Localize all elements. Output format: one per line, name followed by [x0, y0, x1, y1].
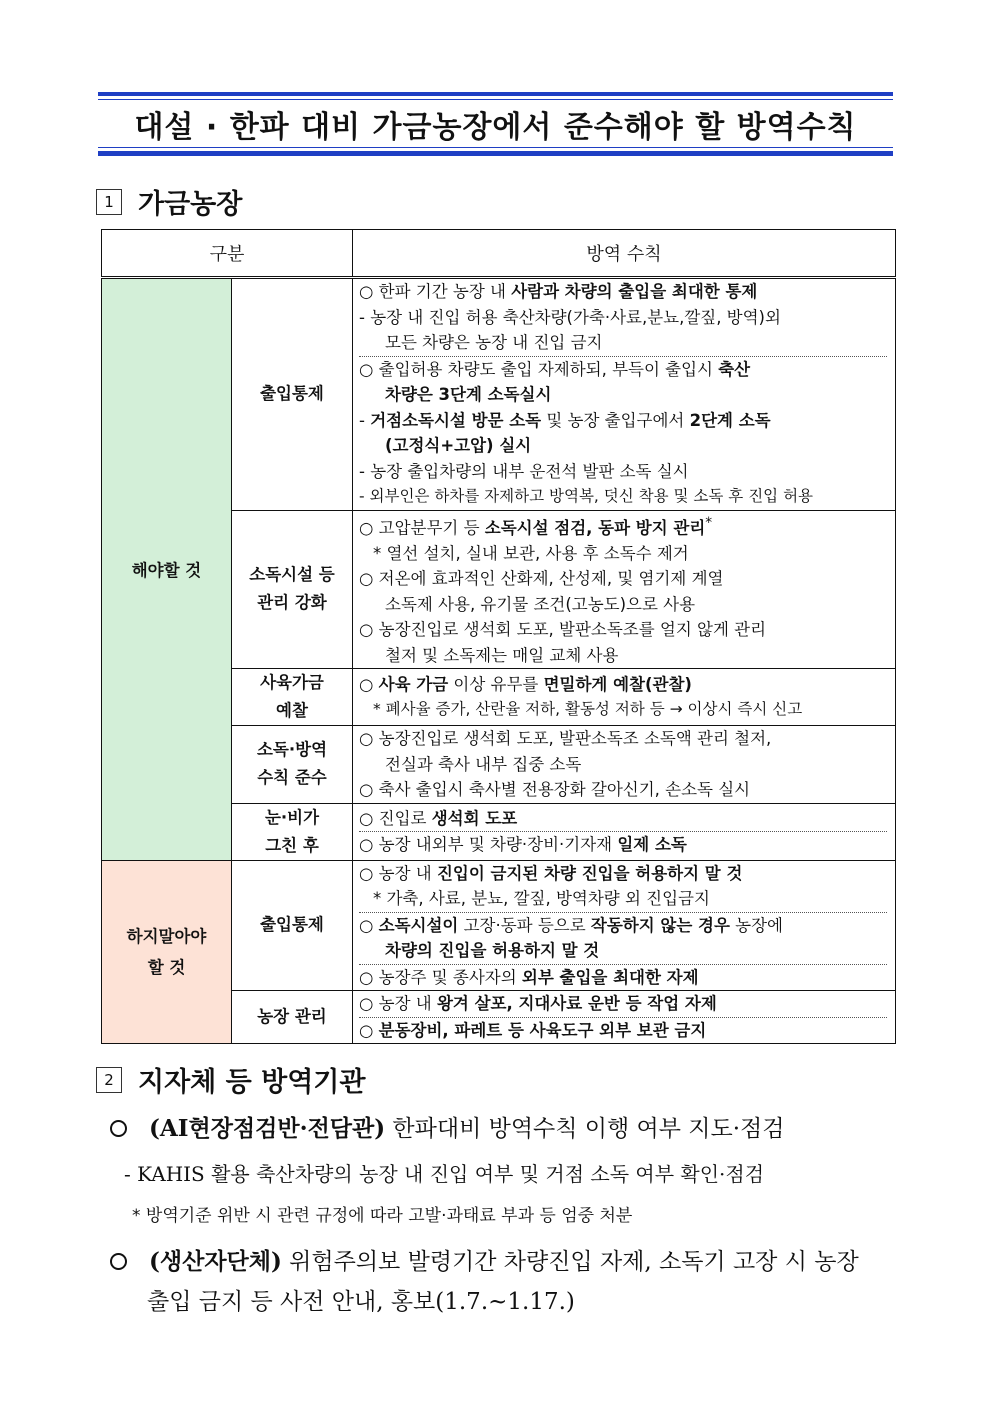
- rule-text-bold: 사람과 차량의 출입을 최대한 통제: [511, 282, 758, 301]
- rule-text: ○ 농장 내: [359, 994, 437, 1014]
- rule-text-bold: 생석회 도포: [431, 808, 518, 828]
- bullet-circle-icon: [110, 1253, 127, 1270]
- rule-text: 고장·동파 등으로: [458, 915, 591, 935]
- rule-text: ○ 농장주 및 종사자의: [359, 967, 522, 987]
- paragraph-ai-inspection: (AI현장점검반·전담관) 한파대비 방역수칙 이행 여부 지도·점검: [110, 1110, 784, 1143]
- rule-text-bold: 소독시설 점검, 동파 방지 관리: [484, 518, 706, 537]
- rule-text: -: [359, 410, 371, 430]
- section-1-number: 1: [96, 189, 122, 215]
- row-rules: [353, 726, 896, 804]
- header-category: 구분: [102, 230, 353, 278]
- rule-text: ○: [359, 674, 379, 694]
- category-do: 해야할 것: [102, 278, 232, 861]
- header-rules: 방역 수칙: [353, 230, 896, 278]
- row-subcategory: 소독시설 등 관리 강화: [232, 510, 353, 669]
- rule-line: - 농장 내 진입 허용 축산차량(가축·사료,분뇨,깔짚, 방역)외: [359, 307, 781, 327]
- rule-text: 및 농장 출입구에서: [541, 410, 690, 430]
- rule-text: ○ 농장 내: [359, 863, 437, 883]
- rule-text-bold: 작동하지 않는 경우: [590, 915, 730, 935]
- section-1-title: 가금농장: [138, 189, 243, 220]
- rule-line: ○ 농장진입로 생석회 도포, 발판소독조 소독액 관리 철저,: [359, 729, 772, 749]
- row-rules: ○ 고압분무기 등 소독시설 점검, 동파 방지 관리* * 열선 설치, 실내 보관, 사용 후 소독수 제거 ○ 저온에 효과적인 산화제, 산성제, 및 염기제 계열 소독제 사용, 유기물 조건(고농도)으로 사용 ○ 농장진입로 생석회 도포, 발판소독조를 얼지 않게 관리 철저 및 소독제는 매일 교체 사용: [353, 510, 896, 669]
- row-subcategory: 출입통제: [232, 860, 353, 991]
- table-row: [102, 278, 896, 511]
- rule-note: * 폐사율 증가, 산란율 저하, 활동성 저하 등 → 이상시 즉시 신고: [373, 700, 803, 719]
- row-rules: [353, 803, 896, 860]
- category-dont: 하지말아야 할 것: [102, 860, 232, 1044]
- rule-text: 이상 유무를: [448, 674, 544, 694]
- rule-line: - 외부인은 하차를 자제하고 방역복, 덧신 착용 및 소독 후 진입 허용: [359, 487, 814, 505]
- rule-text: 농장에: [729, 915, 783, 935]
- section-2-heading: [96, 1060, 365, 1099]
- rule-text-bold: 외부 출입을 최대한 자제: [521, 967, 699, 987]
- row-rules: [353, 669, 896, 726]
- rule-text-bold: 2단계 소독: [689, 410, 771, 430]
- row-rules: [353, 860, 896, 991]
- rule-line: 차량은 3단계 소독실시: [385, 385, 552, 404]
- section-1-heading: [96, 182, 242, 221]
- row-subcategory: 농장 관리: [232, 991, 353, 1044]
- rule-text-bold: 왕겨 살포, 지대사료 운반 등 작업 자제: [436, 994, 717, 1014]
- rule-text: ○ 출입허용 차량도 출입 자제하되, 부득이 출입시: [359, 359, 719, 379]
- table-row: [102, 860, 896, 991]
- rule-line: ○ 저온에 효과적인 산화제, 산성제, 및 염기제 계열: [359, 569, 724, 588]
- rule-note: * 가축, 사료, 분뇨, 깔짚, 방역차량 외 진입금지: [373, 889, 710, 909]
- bullet-circle-icon: [110, 1120, 127, 1137]
- page-title: 대설 · 한파 대비 가금농장에서 준수해야 할 방역수칙: [134, 109, 857, 145]
- rule-text: ○ 고압분무기 등: [359, 518, 485, 537]
- rule-line: (고정식+고압) 실시: [385, 436, 532, 455]
- rule-text-bold: 거점소독시설 방문 소독: [370, 410, 542, 430]
- rule-text: ○: [359, 1020, 379, 1040]
- rules-table: [101, 229, 896, 1044]
- rule-text: ○ 진입로: [359, 808, 432, 828]
- paragraph-kahis: - KAHIS 활용 축산차량의 농장 내 진입 여부 및 거점 소독 여부 확인·점검: [124, 1162, 765, 1186]
- table-header-row: [102, 230, 896, 278]
- row-rules: [353, 278, 896, 511]
- paragraph-producer-group: (생산자단체) 위험주의보 발령기간 차량진입 자제, 소독기 고장 시 농장: [110, 1243, 859, 1276]
- rule-text-bold: 소독시설이: [378, 915, 459, 935]
- rule-text-bold: 면밀하게 예찰(관찰): [543, 674, 692, 694]
- rule-note: * 열선 설치, 실내 보관, 사용 후 소독수 제거: [373, 543, 689, 563]
- rule-text-bold: 분동장비, 파레트 등 사육도구 외부 보관 금지: [378, 1020, 707, 1040]
- rule-text-bold: 일제 소독: [617, 835, 687, 855]
- rule-line: - 농장 출입차량의 내부 운전석 발판 소독 실시: [359, 461, 689, 481]
- rule-text: ○: [359, 915, 379, 935]
- rule-line: 소독제 사용, 유기물 조건(고농도)으로 사용: [385, 594, 696, 614]
- paragraph-producer-group-cont: 출입 금지 등 사전 안내, 홍보(1.7.~1.17.): [147, 1289, 575, 1315]
- section-2-number: 2: [96, 1067, 122, 1093]
- rule-line: 차량의 진입을 허용하지 말 것: [385, 941, 600, 961]
- note-penalty: * 방역기준 위반 시 관련 규정에 따라 고발·과태료 부과 등 엄중 처분: [132, 1206, 633, 1226]
- section-2-title: 지자체 등 방역기관: [138, 1067, 366, 1098]
- row-subcategory: 출입통제: [232, 278, 353, 511]
- title-banner: [98, 92, 893, 156]
- rule-text: ○ 농장 내외부 및 차량·장비·기자재: [359, 835, 618, 855]
- rule-line: 철저 및 소독제는 매일 교체 사용: [385, 645, 619, 665]
- row-rules: [353, 991, 896, 1044]
- rule-line: 전실과 축사 내부 집중 소독: [385, 754, 582, 774]
- row-subcategory: 소독·방역 수칙 준수: [232, 726, 353, 804]
- row-subcategory: 눈·비가 그친 후: [232, 803, 353, 860]
- rule-line: ○ 농장진입로 생석회 도포, 발판소독조를 얼지 않게 관리: [359, 620, 767, 639]
- rule-text-bold: 진입이 금지된 차량 진입을 허용하지 말 것: [436, 863, 743, 883]
- rule-text: ○ 한파 기간 농장 내: [359, 282, 512, 301]
- rule-text-bold: 사육 가금: [378, 674, 449, 694]
- row-subcategory: 사육가금 예찰: [232, 669, 353, 726]
- rule-text-bold: 축산: [718, 359, 751, 379]
- rule-line: 모든 차량은 농장 내 진입 금지: [385, 333, 603, 352]
- rule-line: ○ 축사 출입시 축사별 전용장화 갈아신기, 손소독 실시: [359, 780, 751, 800]
